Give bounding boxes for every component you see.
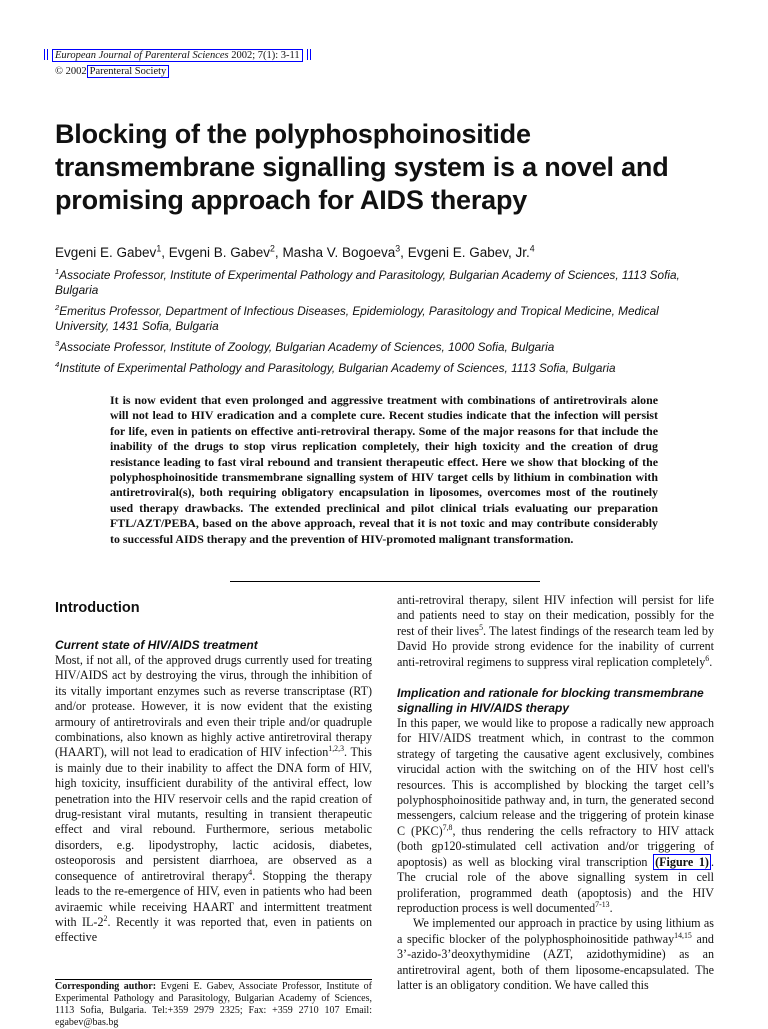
figure-1-link[interactable]: (Figure 1) [655,854,709,869]
affiliation: $^2$Emeritus Professor, Department of Infectious Diseases, Epidemiology, Parasitology and Tropical Medicine, Medical University, 1431 Sofia, Bulgaria [55,303,659,333]
corresponding-author-footnote: Corresponding author: Evgeni E. Gabev, Associate Professor, Institute of Experimental Pathology and Parasitology, Bulgarian Academy of Sciences, 1113 Sofia, Bulgaria. Tel:+359 2979 2325; Fax: +359 2710 107 Email: egabev@bas.bg [55,981,373,1028]
affiliation: $^4$Institute of Experimental Pathology and Parasitology, Bulgarian Academy of Sciences, 1113 Sofia, Bulgaria [55,360,616,375]
footnote-rule [55,979,372,980]
affiliation: $^1$Associate Professor, Institute of Experimental Pathology and Parasitology, Bulgarian Academy of Sciences, 1113 Sofia, Bulgaria [55,267,680,297]
copyright-line: © 2002 Parenteral Society [55,66,169,78]
citation-marker-end [307,49,311,60]
author: Evgeni E. Gabev [55,245,157,260]
section-divider [230,581,540,582]
subsection-heading: Implication and rationale for blocking transmembrane signalling in HIV/AIDS therapy [397,686,704,716]
author: Masha V. Bogoeva [282,245,396,260]
publisher-link[interactable]: Parenteral Society [87,65,170,78]
paragraph: Most, if not all, of the approved drugs currently used for treating HIV/AIDS act by destroying the virus, through the inhibition of its vitally important enzymes such as reverse transcriptase (RT) and/or protease. However, it is now evident that the existing armoury of antiretrovirals and even their triple and/or quadruple combinations, also known as highly active antiretroviral therapy (HAART), will not lead to eradication of HIV infection$^{1,2,3}$. This is mainly due to their inability to affect the DNA form of HIV, high toxicity, insufficient durability of the antiviral effect, low penetration into the HIV reservoir cells and the rapid creation of drug-resistant viral mutants, resulting in transient therapeutic effect and viral rebound. Furthermore, serious metabolic disorders, e.g. lipodystrophy, lactic acidosis, diabetes, osteoporosis and persistent diarrhoea, are observed as a consequence of antiretroviral therapy$^4$. Stopping the therapy leads to the re-emergence of HIV, even in patients who had been aviraemic while receiving HAART and intermittent treatment with $IL-2^2$. Recently it was reported that, even in patients on effective [55,653,372,945]
affiliations [55,268,705,382]
citation-marker [44,49,48,60]
section-heading-introduction: Introduction [55,600,140,616]
paragraph: We implemented our approach in practice by using lithium as a specific blocker of the polyphosphoinositide pathway$^{14,15}$ and 3’-azido-3’deoxythymidine (AZT, azidothymidine) as an antiretroviral agent, both of them liposome-encapsulated. The latter is an obligatory condition. We have called this [397,916,714,992]
author: Evgeni E. Gabev, Jr. [407,245,530,260]
paper-title: Blocking of the polyphosphoinositide transmembrane signalling system is a novel and promising approach for AIDS therapy [55,119,669,215]
right-column [397,593,714,993]
author: Evgeni B. Gabev [168,245,271,260]
author-list: Evgeni E. Gabev$^1$, Evgeni B. Gabev$^2$, Masha V. Bogoeva$^3$, Evgeni E. Gabev, Jr.$^4$ [55,243,535,260]
abstract: It is now evident that even prolonged and aggressive treatment with combinations of antiretrovirals alone will not lead to HIV eradication and a complete cure. Recent studies indicate that the infection will persist for life, even in patients on effective anti-retroviral therapy. Some of the major reasons for that include the inability of the drugs to stop virus replication completely, their high toxicity and the creation of drug resistance leading to fast viral rebound and transient therapeutic effect. Here we show that blocking of the polyphosphoinositide transmembrane signalling system of HIV target cells by lithium in combination with antiretroviral(s), both requiring obligatory encapsulation in liposomes, overcomes most of the routinely used therapy drawbacks. The extended preclinical and pilot clinical trials evaluating our preparation FTL/AZT/PEBA, based on the above approach, reveal that it is not toxic and may contribute considerably to successful AIDS therapy and the prevention of HIV-promoted malignant transformation. [110,393,658,546]
paragraph: In this paper, we would like to propose a radically new approach for HIV/AIDS treatment which, in contrast to the common strategy of targeting the causative agent exclusively, combines virucidal action with the switching on of the HIV host cell's resources. This is accomplished by blocking the target cell’s polyphosphoinositide pathway and, in turn, the generated second messengers, calcium release and the triggering of protein kinase C (PKC)$^{7,8}$, thus rendering the cells refractory to HIV attack (both gp120-stimulated cell activation and/or triggering of apoptosis) as well as blocking viral transcription (Figure 1) . The crucial role of the above signalling system in cell proliferation, programmed death (apoptosis) and the HIV reproduction process is well documented$^{7-13}$. [397,716,715,915]
affiliation: $^3$Associate Professor, Institute of Zoology, Bulgarian Academy of Sciences, 1000 Sofia, Bulgaria [55,339,555,354]
journal-link[interactable]: European Journal of Parenteral Sciences 2002; 7(1): 3-11 [52,49,303,62]
left-column [55,598,372,946]
paragraph: anti-retroviral therapy, silent HIV infection will persist for life and patients need to stay on their medication, possibly for the rest of their lives$^5$. The latest findings of the research team led by David Ho provide strong evidence for the inability of current anti-retroviral regimens to suppress viral replication completely$^6$. [397,593,715,669]
journal-citation [44,49,315,62]
subsection-heading: Current state of HIV/AIDS treatment [55,638,258,652]
